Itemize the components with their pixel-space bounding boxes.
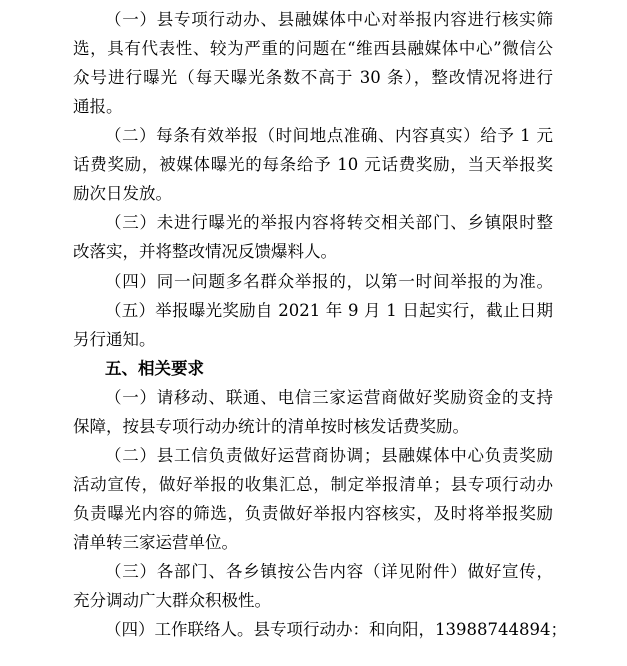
paragraph-line: 保障，按县专项行动办统计的清单按时核发话费奖励。 [73, 417, 469, 436]
paragraph-line: 改落实，并将整改情况反馈爆料人。 [73, 242, 337, 261]
paragraph-line: （三）各部门、各乡镇按公告内容（详见附件）做好宣传， [105, 562, 553, 581]
paragraph-line: 选，具有代表性、较为严重的问题在“维西县融媒体中心”微信公 [73, 39, 553, 58]
paragraph-line: 活动宣传，做好举报的收集汇总，制定举报清单；县专项行动办 [73, 475, 553, 494]
paragraph-line: （三）未进行曝光的举报内容将转交相关部门、乡镇限时整 [105, 213, 553, 232]
paragraph-line: 通报。 [73, 97, 123, 116]
paragraph-line: 清单转三家运营单位。 [73, 533, 238, 552]
paragraph-line: （四）工作联络人。县专项行动办：和向阳，13988744894； [105, 620, 567, 639]
paragraph-line: （五）举报曝光奖励自 2021 年 9 月 1 日起实行，截止日期 [105, 301, 553, 320]
paragraph-line: 另行通知。 [73, 330, 156, 349]
paragraph-line: 负责曝光内容的筛选，负责做好举报内容核实，及时将举报奖励 [73, 504, 553, 523]
paragraph-line: 充分调动广大群众积极性。 [73, 591, 271, 610]
paragraph-line: （二）县工信负责做好运营商协调；县融媒体中心负责奖励 [105, 446, 553, 465]
paragraph-line: （一）请移动、联通、电信三家运营商做好奖励资金的支持 [105, 388, 553, 407]
paragraph-line: （四）同一问题多名群众举报的，以第一时间举报的为准。 [105, 272, 553, 291]
paragraph-line: 众号进行曝光（每天曝光条数不高于 30 条），整改情况将进行 [73, 68, 553, 87]
paragraph-line: 励次日发放。 [73, 184, 172, 203]
section-heading: 五、相关要求 [105, 359, 204, 378]
paragraph-line: （二）每条有效举报（时间地点准确、内容真实）给予 1 元 [105, 126, 553, 145]
paragraph-line: （一）县专项行动办、县融媒体中心对举报内容进行核实筛 [105, 10, 553, 29]
paragraph-line: 话费奖励，被媒体曝光的每条给予 10 元话费奖励，当天举报奖 [73, 155, 553, 174]
